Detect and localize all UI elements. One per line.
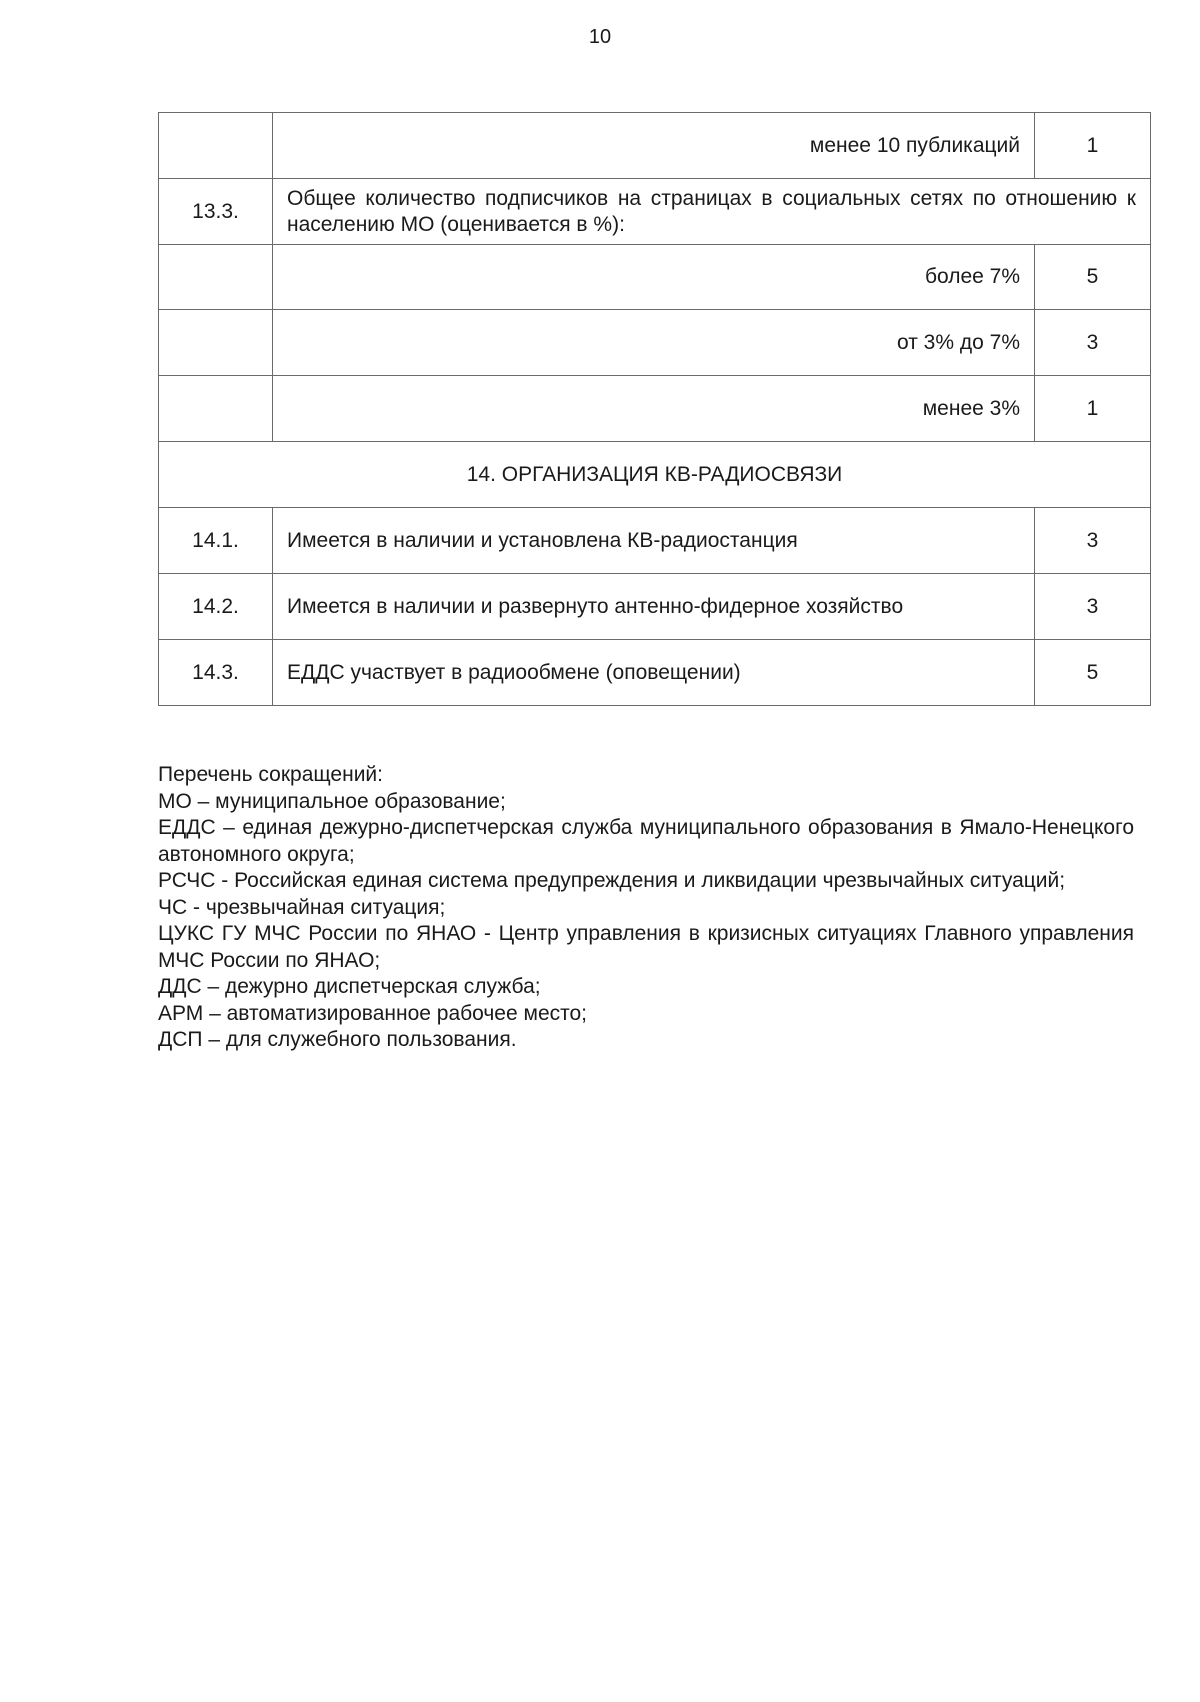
abbreviation-item: РСЧС - Российская единая система предупреждения и ликвидации чрезвычайных ситуаций; bbox=[158, 869, 1066, 892]
row-number-cell bbox=[159, 310, 273, 376]
criterion-text-cell: Имеется в наличии и развернуто антенно-фидерное хозяйство bbox=[273, 574, 1035, 640]
criterion-text-cell: Имеется в наличии и установлена КВ-радиостанция bbox=[273, 508, 1035, 574]
abbreviations-title: Перечень сокращений: bbox=[158, 763, 384, 786]
row-number-cell: 14.3. bbox=[159, 640, 273, 706]
row-number-cell bbox=[159, 245, 273, 310]
abbreviation-item: МО – муниципальное образование; bbox=[158, 789, 506, 813]
table-row bbox=[159, 640, 1151, 706]
page-number: 10 bbox=[588, 26, 612, 48]
table-row bbox=[159, 508, 1151, 574]
criteria-table bbox=[158, 112, 1151, 706]
option-text-cell: менее 3% bbox=[273, 376, 1035, 442]
row-number-cell bbox=[159, 376, 273, 442]
points-cell: 3 bbox=[1035, 508, 1151, 574]
row-number-cell: 14.2. bbox=[159, 574, 273, 640]
abbreviation-item: АРМ – автоматизированное рабочее место; bbox=[158, 1001, 588, 1025]
abbreviation-item: ЦУКС ГУ МЧС России по ЯНАО - Центр управления в кризисных ситуациях Главного управления МЧС России по ЯНАО; bbox=[158, 922, 1134, 972]
points-cell: 5 bbox=[1035, 640, 1151, 706]
option-text-cell: менее 10 публикаций bbox=[273, 113, 1035, 179]
option-text-cell: от 3% до 7% bbox=[273, 310, 1035, 376]
table-row bbox=[159, 113, 1151, 179]
row-number-cell: 13.3. bbox=[159, 179, 273, 245]
table-row bbox=[159, 574, 1151, 640]
points-cell: 3 bbox=[1035, 574, 1151, 640]
abbreviation-item: ДСП – для служебного пользования. bbox=[158, 1028, 517, 1051]
abbreviations-section bbox=[158, 762, 1134, 1054]
abbreviation-item: ЧС - чрезвычайная ситуация; bbox=[158, 895, 446, 919]
table-row bbox=[159, 310, 1151, 376]
points-cell: 1 bbox=[1035, 113, 1151, 179]
section-header-row bbox=[159, 442, 1151, 508]
abbreviation-item: ДДС – дежурно диспетчерская служба; bbox=[158, 975, 541, 998]
row-number-cell: 14.1. bbox=[159, 508, 273, 574]
section-title: 14. ОРГАНИЗАЦИЯ КВ-РАДИОСВЯЗИ bbox=[159, 442, 1151, 508]
criterion-text-cell: ЕДДС участвует в радиообмене (оповещении) bbox=[273, 640, 1035, 706]
criterion-text-cell: Общее количество подписчиков на страницах в социальных сетях по отношению к населению МО (оценивается в %): bbox=[273, 179, 1151, 245]
abbreviation-item: ЕДДС – единая дежурно-диспетчерская служба муниципального образования в Ямало-Ненецкого автономного округа; bbox=[158, 816, 1134, 866]
points-cell: 3 bbox=[1035, 310, 1151, 376]
points-cell: 5 bbox=[1035, 245, 1151, 310]
table-row bbox=[159, 376, 1151, 442]
row-number-cell bbox=[159, 113, 273, 179]
points-cell: 1 bbox=[1035, 376, 1151, 442]
option-text-cell: более 7% bbox=[273, 245, 1035, 310]
table-row bbox=[159, 179, 1151, 245]
table-row bbox=[159, 245, 1151, 310]
